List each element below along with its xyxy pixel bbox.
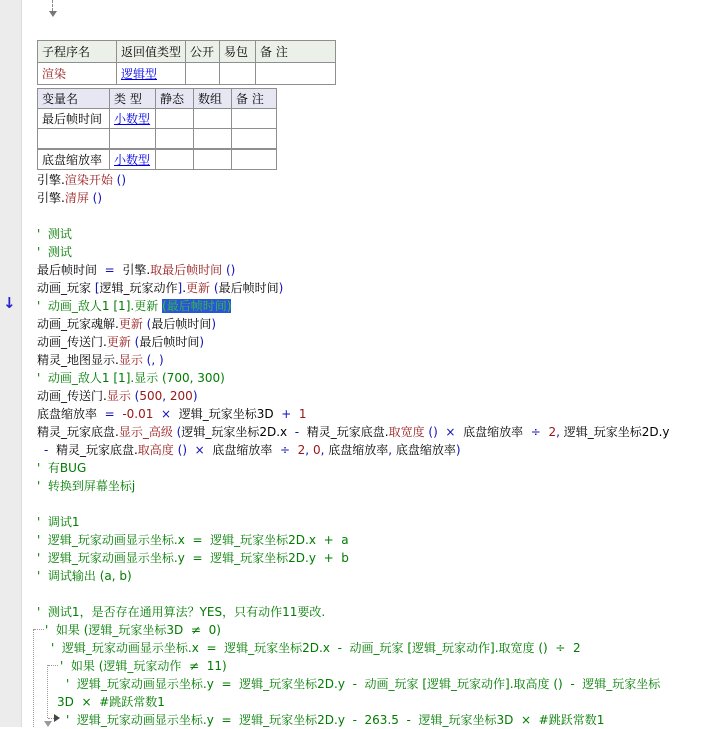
code-line[interactable] bbox=[0, 441, 708, 459]
code-segment: 底盘缩放率 bbox=[463, 425, 524, 439]
code-segment: 更新 bbox=[106, 335, 131, 349]
code-segment: , bbox=[162, 389, 170, 403]
table-cell[interactable] bbox=[256, 63, 336, 85]
code-segment: 动画_玩家 bbox=[37, 281, 95, 295]
code-segment: ] bbox=[177, 281, 183, 295]
code-line[interactable] bbox=[0, 693, 708, 711]
code-line[interactable] bbox=[0, 405, 708, 423]
jump-arrow-icon bbox=[54, 714, 60, 722]
table-cell[interactable] bbox=[156, 129, 194, 150]
code-segment: 更新 bbox=[118, 317, 143, 331]
code-segment: ' 测试 bbox=[37, 245, 72, 259]
code-segment: 清屏 bbox=[64, 191, 89, 205]
code-segment: 精灵_玩家底盘. bbox=[55, 443, 138, 457]
code-line[interactable] bbox=[0, 549, 708, 567]
code-segment: 取宽度 bbox=[388, 425, 425, 439]
code-line[interactable] bbox=[0, 315, 708, 333]
code-segment: 更新 bbox=[186, 281, 211, 295]
code-segment: 1 bbox=[298, 407, 307, 421]
column-header: 公开 bbox=[186, 41, 220, 63]
code-segment: ' 逻辑_玩家动画显示坐标.y = 逻辑_玩家坐标2D.y - 动画_玩家 [逻辑_玩家动作].取高度 () - 逻辑_玩家坐标 bbox=[66, 677, 661, 691]
table-cell[interactable] bbox=[232, 129, 277, 150]
code-segment: 逻辑_玩家动作 bbox=[99, 281, 178, 295]
column-header: 变量名 bbox=[38, 89, 110, 109]
code-segment: ' 动画_敌人1 [1].显示 (700, 300) bbox=[37, 371, 225, 385]
code-line[interactable] bbox=[0, 567, 708, 585]
code-line[interactable] bbox=[0, 243, 708, 261]
column-header: 备 注 bbox=[256, 41, 336, 63]
code-segment: 动画_传送门. bbox=[37, 389, 107, 403]
code-segment: ' 逻辑_玩家动画显示坐标.y = 逻辑_玩家坐标2D.y + b bbox=[37, 551, 349, 565]
code-segment: ( bbox=[213, 281, 219, 295]
code-segment: 逻辑_玩家坐标2D.y bbox=[563, 425, 670, 439]
flow-line-outer bbox=[33, 629, 34, 727]
code-line-current[interactable] bbox=[0, 297, 708, 315]
code-line[interactable] bbox=[0, 423, 708, 441]
continue-arrow-icon bbox=[44, 721, 52, 727]
code-line[interactable] bbox=[0, 279, 708, 297]
table-cell[interactable]: 渲染 bbox=[38, 63, 117, 85]
code-line[interactable] bbox=[0, 495, 708, 513]
code-segment: ÷ bbox=[523, 425, 549, 439]
code-segment: 底盘缩放率 bbox=[328, 443, 389, 457]
code-segment: ( bbox=[176, 425, 182, 439]
flow-line-inner-stub bbox=[48, 665, 58, 666]
code-line[interactable] bbox=[0, 513, 708, 531]
code-segment: 2 bbox=[297, 443, 306, 457]
code-segment: , bbox=[305, 443, 313, 457]
code-line[interactable] bbox=[0, 189, 708, 207]
code-segment: 底盘缩放率 bbox=[37, 407, 98, 421]
code-segment: ' 逻辑_玩家动画显示坐标.y = 逻辑_玩家坐标2D.y - 263.5 - 逻辑_玩家坐标3D × #跳跃常数1 bbox=[66, 713, 605, 727]
code-segment: 显示 bbox=[106, 389, 131, 403]
table-cell[interactable] bbox=[232, 109, 277, 129]
code-line[interactable] bbox=[0, 207, 708, 225]
code-segment: 逻辑_玩家坐标3D bbox=[178, 407, 274, 421]
code-segment: -0.01 bbox=[122, 407, 154, 421]
code-segment: ' 如果 (逻辑_玩家动作 ≠ 11) bbox=[60, 659, 227, 673]
table-row bbox=[38, 149, 277, 170]
code-segment: 渲染开始 bbox=[64, 173, 113, 187]
code-line[interactable] bbox=[0, 225, 708, 243]
current-line-arrow-icon: ↓ bbox=[3, 294, 16, 312]
code-segment: ' 逻辑_玩家动画显示坐标.x = 逻辑_玩家坐标2D.x + a bbox=[37, 533, 349, 547]
flow-line-inner bbox=[47, 665, 48, 718]
code-segment: . bbox=[182, 281, 187, 295]
flow-entry-line bbox=[52, 0, 53, 11]
code-segment: 最后帧时间 bbox=[37, 263, 98, 277]
code-segment: ' 调试1 bbox=[37, 515, 80, 529]
code-segment: 取最后帧时间 bbox=[150, 263, 223, 277]
column-header: 备 注 bbox=[232, 89, 277, 109]
column-header: 返回值类型 bbox=[117, 41, 186, 63]
code-segment: ) bbox=[192, 389, 198, 403]
code-segment: 动画_玩家魂解. bbox=[37, 317, 119, 331]
code-segment: ) bbox=[278, 281, 284, 295]
variable-table[interactable] bbox=[37, 88, 277, 170]
code-segment: ) bbox=[199, 335, 205, 349]
code-segment: ' 转换到屏幕坐标j bbox=[37, 479, 136, 493]
code-segment: 200 bbox=[169, 389, 193, 403]
code-editor[interactable] bbox=[0, 171, 708, 729]
code-segment: = bbox=[97, 407, 123, 421]
code-line[interactable] bbox=[0, 459, 708, 477]
code-segment: , bbox=[388, 443, 396, 457]
code-segment: [ bbox=[94, 281, 100, 295]
column-header: 数组 bbox=[194, 89, 232, 109]
type-link[interactable]: 逻辑型 bbox=[117, 63, 186, 85]
table-cell[interactable] bbox=[194, 109, 232, 129]
column-header: 子程序名 bbox=[38, 41, 117, 63]
code-segment: 最后帧时间 bbox=[218, 281, 279, 295]
code-segment: 引擎. bbox=[37, 191, 65, 205]
column-header: 易包 bbox=[220, 41, 256, 63]
code-segment: ) bbox=[211, 317, 217, 331]
column-header: 类 型 bbox=[110, 89, 156, 109]
code-line[interactable] bbox=[0, 531, 708, 549]
flow-entry-arrow-icon bbox=[49, 11, 57, 17]
code-segment: () bbox=[226, 263, 236, 277]
code-segment: () × bbox=[177, 443, 213, 457]
code-segment: ) bbox=[455, 443, 461, 457]
table-cell[interactable] bbox=[156, 109, 194, 129]
code-line[interactable] bbox=[0, 333, 708, 351]
code-segment: 显示_高级 bbox=[118, 425, 173, 439]
subroutine-table[interactable] bbox=[37, 40, 336, 85]
code-line[interactable] bbox=[0, 657, 708, 675]
code-line[interactable] bbox=[0, 171, 708, 189]
code-line[interactable] bbox=[0, 621, 708, 639]
code-segment: () bbox=[92, 191, 103, 205]
code-segment: 底盘缩放率 bbox=[212, 443, 273, 457]
code-segment: , bbox=[320, 443, 329, 457]
code-segment: ' 调试输出 (a, b) bbox=[37, 569, 132, 583]
code-segment: 引擎. bbox=[37, 173, 65, 187]
code-segment: 500 bbox=[139, 389, 163, 403]
code-segment: ( bbox=[134, 389, 140, 403]
code-segment: 精灵_玩家底盘. bbox=[306, 425, 389, 439]
code-segment: 动画_传送门. bbox=[37, 335, 107, 349]
code-segment: - bbox=[44, 443, 56, 457]
code-line[interactable] bbox=[0, 369, 708, 387]
code-segment: 2 bbox=[548, 425, 557, 439]
code-line[interactable] bbox=[0, 585, 708, 603]
selected-text: (最后帧时间) bbox=[162, 299, 232, 313]
code-segment: 精灵_玩家底盘. bbox=[37, 425, 119, 439]
table-cell[interactable] bbox=[38, 129, 110, 150]
table-cell[interactable] bbox=[156, 149, 194, 170]
table-row bbox=[38, 109, 277, 129]
code-segment: , bbox=[556, 425, 564, 439]
code-segment: ' 测试1，是否存在通用算法？YES，只有动作11要改. bbox=[37, 605, 326, 619]
type-link[interactable]: 小数型 bbox=[110, 149, 156, 170]
table-cell[interactable] bbox=[186, 63, 220, 85]
table-cell[interactable] bbox=[220, 63, 256, 85]
code-line[interactable] bbox=[0, 675, 708, 693]
code-line[interactable] bbox=[0, 387, 708, 405]
table-cell[interactable] bbox=[194, 149, 232, 170]
code-line[interactable] bbox=[0, 639, 708, 657]
code-segment: 显示 bbox=[118, 353, 143, 367]
code-segment: ' 逻辑_玩家动画显示坐标.x = 逻辑_玩家坐标2D.x - 动画_玩家 [逻辑_玩家动作].取宽度 () ÷ 2 bbox=[51, 641, 581, 655]
code-segment: 精灵_地图显示. bbox=[37, 353, 119, 367]
code-segment: + bbox=[273, 407, 299, 421]
table-cell[interactable]: 最后帧时间 bbox=[38, 109, 110, 129]
code-segment: 最后帧时间 bbox=[139, 335, 200, 349]
code-segment: ' 如果 (逻辑_玩家坐标3D ≠ 0) bbox=[45, 623, 221, 637]
code-segment: 逻辑_玩家坐标2D.x bbox=[181, 425, 288, 439]
code-segment: 3D × #跳跃常数1 bbox=[57, 695, 165, 709]
table-row bbox=[38, 129, 277, 150]
code-segment: 0 bbox=[312, 443, 321, 457]
code-segment: ( bbox=[146, 317, 152, 331]
code-segment: 取高度 bbox=[137, 443, 174, 457]
code-line[interactable] bbox=[0, 477, 708, 495]
code-segment: 底盘缩放率 bbox=[395, 443, 456, 457]
code-segment: = bbox=[97, 263, 123, 277]
code-segment: () × bbox=[428, 425, 464, 439]
table-cell[interactable] bbox=[194, 129, 232, 150]
code-line[interactable] bbox=[0, 711, 708, 729]
code-segment: - bbox=[287, 425, 307, 439]
code-segment: ( bbox=[134, 335, 140, 349]
code-segment: × bbox=[153, 407, 179, 421]
flow-line-outer-stub bbox=[34, 629, 44, 630]
code-line[interactable] bbox=[0, 603, 708, 621]
code-line[interactable] bbox=[0, 261, 708, 279]
code-segment: ÷ bbox=[272, 443, 298, 457]
code-segment: 引擎. bbox=[122, 263, 151, 277]
code-segment: ' 动画_敌人1 [1].更新 bbox=[37, 299, 163, 313]
column-header: 静态 bbox=[156, 89, 194, 109]
code-segment: ' 有BUG bbox=[37, 461, 87, 475]
code-segment: () bbox=[116, 173, 127, 187]
code-line[interactable] bbox=[0, 351, 708, 369]
table-cell[interactable]: 底盘缩放率 bbox=[38, 149, 110, 170]
table-cell[interactable] bbox=[110, 129, 156, 150]
type-link[interactable]: 小数型 bbox=[110, 109, 156, 129]
code-segment: 最后帧时间 bbox=[151, 317, 212, 331]
code-segment: (, ) bbox=[146, 353, 164, 367]
table-cell[interactable] bbox=[232, 149, 277, 170]
table-row bbox=[38, 63, 336, 85]
code-segment: ' 测试 bbox=[37, 227, 72, 241]
